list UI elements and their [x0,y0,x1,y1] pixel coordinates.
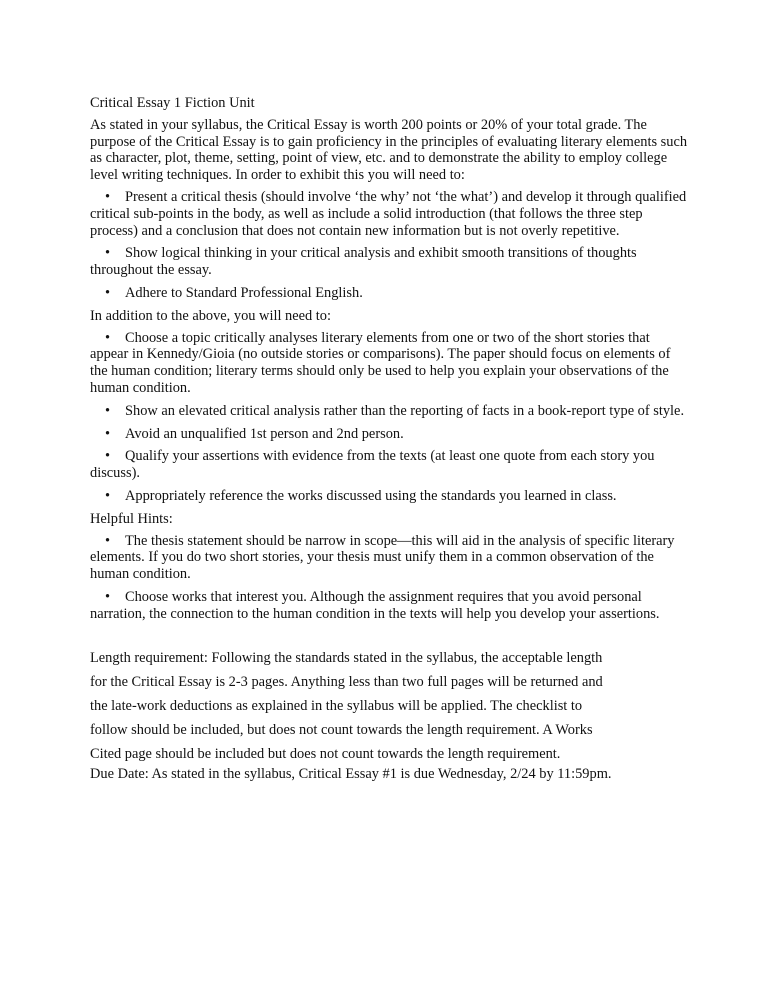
hints-list [90,533,690,623]
length-line: follow should be included, but does not count towards the length requirement. A Works [90,721,593,738]
document-body [90,95,690,782]
length-requirement [90,646,690,766]
bullet-icon: • [104,284,110,301]
bullet-icon: • [104,588,110,605]
list-item: • Qualify your assertions with evidence from the texts (at least one quote from each story you discuss). [90,448,655,482]
list-item: • Present a critical thesis (should involve ‘the why’ not ‘the what’) and develop it through qualified critical sub-points in the body, as well as include a solid introduction (that follows the three step process) and a conclusion that does not contain new information but is not overly repetitive. [90,188,687,239]
intro-paragraph: As stated in your syllabus, the Critical Essay is worth 200 points or 20% of your total grade. The purpose of the Critical Essay is to gain proficiency in the principles of evaluating literary elements such as character, plot, theme, setting, point of view, etc. and to demonstrate the ability to employ college level writing techniques. In order to exhibit this you will need to: [90,116,688,184]
length-line: Length requirement: Following the standards stated in the syllabus, the acceptable length [90,649,603,666]
requirements-list [90,189,690,302]
document-title: Critical Essay 1 Fiction Unit [90,95,255,111]
list-item: • Appropriately reference the works discussed using the standards you learned in class. [90,488,690,505]
length-line: the late-work deductions as explained in the syllabus will be applied. The checklist to [90,697,583,714]
bullet-icon: • [104,532,110,549]
bullet-icon: • [104,188,110,205]
due-date: Due Date: As stated in the syllabus, Critical Essay #1 is due Wednesday, 2/24 by 11:59pm. [90,765,612,782]
bullet-icon: • [104,245,110,262]
bullet-icon: • [104,425,110,442]
bullet-icon: • [104,402,110,419]
list-item: • Choose works that interest you. Although the assignment requires that you avoid personal narration, the connection to the human condition in the texts will help you develop your assertions. [90,588,660,622]
list-item: • The thesis statement should be narrow in scope—this will aid in the analysis of specific literary elements. If you do two short stories, your thesis must unify them in a common observation of the human condition. [90,532,675,583]
section-spacer [90,629,690,646]
length-line: Cited page should be included but does not count towards the length requirement. [90,745,561,762]
bullet-icon: • [104,487,110,504]
addition-heading: In addition to the above, you will need to: [90,307,331,324]
list-item: • Choose a topic critically analyses literary elements from one or two of the short stories that appear in Kennedy/Gioia (no outside stories or comparisons). The paper should focus on elements of the human condition; literary terms should only be used to help you explain your observations of the human condition. [90,329,671,396]
bullet-icon: • [104,448,110,465]
list-item: • Avoid an unqualified 1st person and 2nd person. [90,426,690,443]
hints-heading: Helpful Hints: [90,510,173,527]
length-line: for the Critical Essay is 2-3 pages. Anything less than two full pages will be returned and [90,673,603,690]
additional-requirements-list [90,330,690,505]
list-item: • Adhere to Standard Professional English. [90,285,690,302]
list-item: • Show logical thinking in your critical analysis and exhibit smooth transitions of thoughts throughout the essay. [90,245,637,279]
list-item: • Show an elevated critical analysis rather than the reporting of facts in a book-report type of style. [90,403,690,420]
bullet-icon: • [104,329,110,346]
